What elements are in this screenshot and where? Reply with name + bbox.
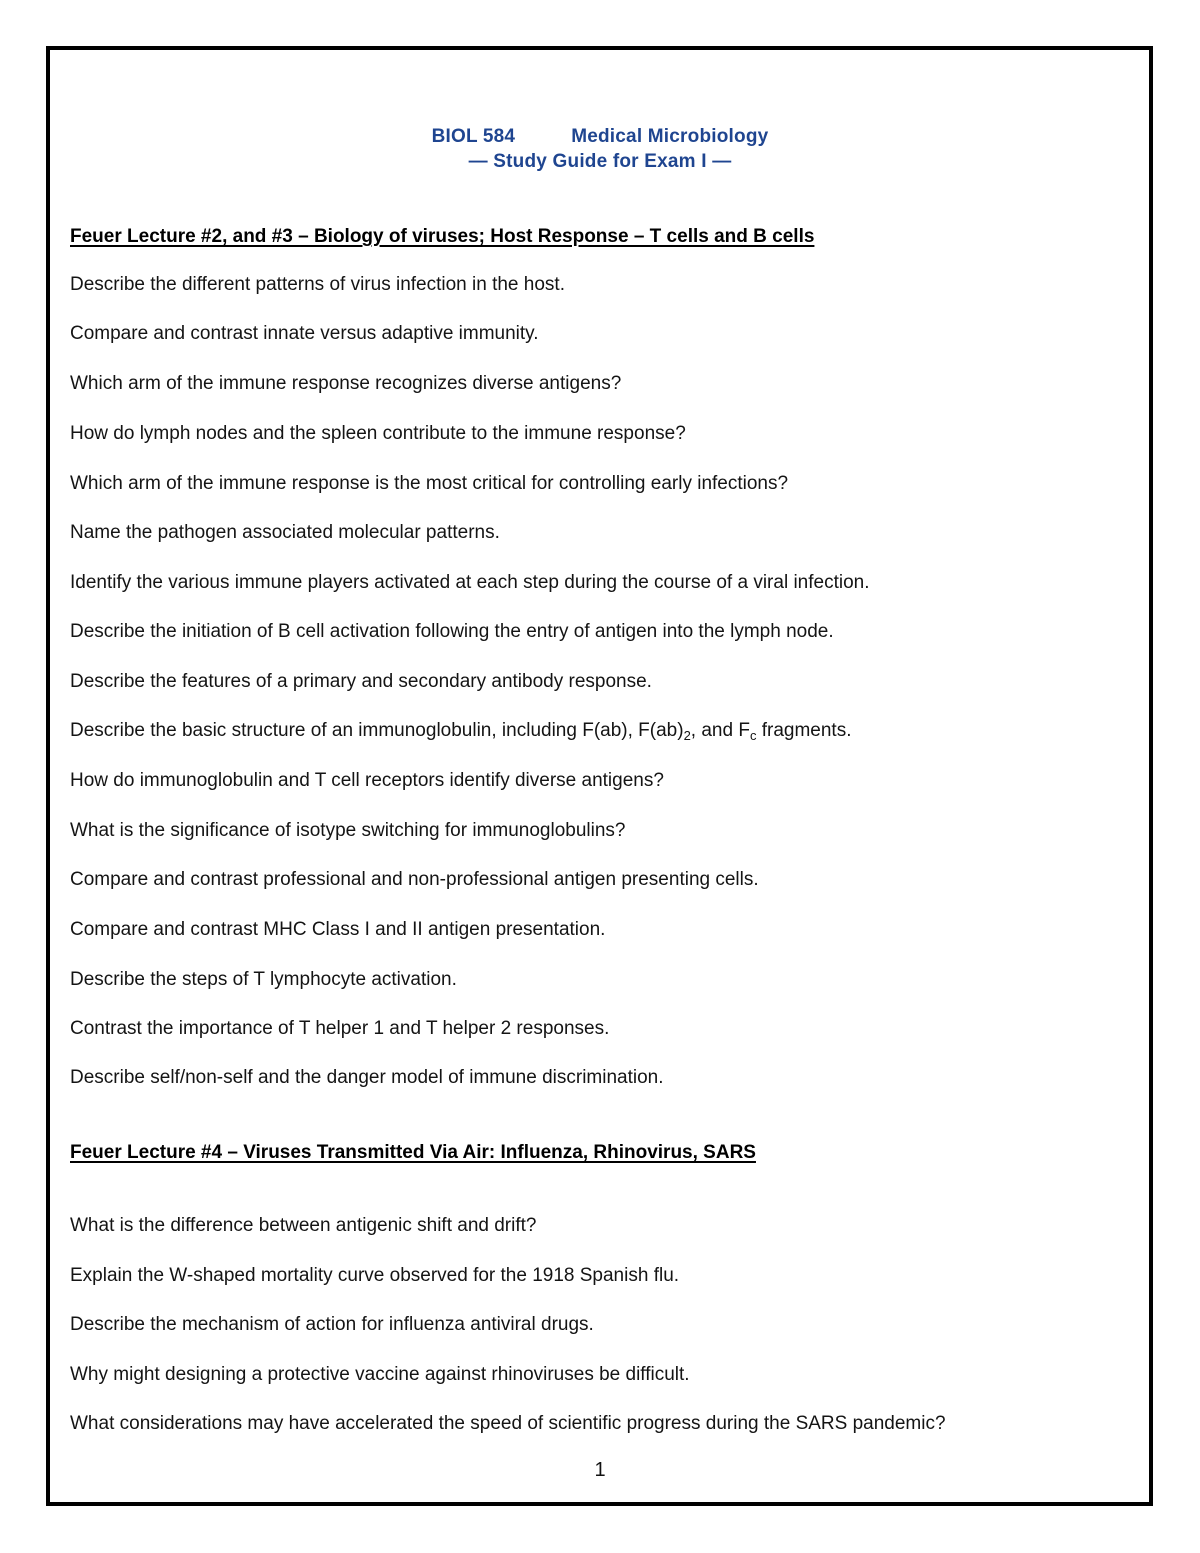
question-item: How do lymph nodes and the spleen contribute to the immune response? [70,423,686,444]
question-text-prefix: Describe the basic structure of an immunoglobulin, including F(ab), F(ab) [70,720,684,741]
question-item: Describe the initiation of B cell activation following the entry of antigen into the lymph node. [70,621,834,642]
page-number: 1 [594,1459,606,1481]
question-item-immunoglobulin-structure [70,719,852,743]
question-item: Contrast the importance of T helper 1 and T helper 2 responses. [70,1018,610,1039]
section-heading-lectures-2-3: Feuer Lecture #2, and #3 – Biology of viruses; Host Response – T cells and B cells [70,226,815,247]
question-text-middle: , and F [690,720,750,741]
question-text-suffix: fragments. [756,720,852,741]
course-code: BIOL 584 [431,126,516,147]
course-name: Medical Microbiology [571,126,769,147]
question-item: Which arm of the immune response recognizes diverse antigens? [70,373,622,394]
question-item: Compare and contrast professional and non-professional antigen presenting cells. [70,869,759,890]
question-item: Describe the steps of T lymphocyte activation. [70,969,457,990]
question-item: What is the significance of isotype switching for immunoglobulins? [70,820,626,841]
subscript-c: c [749,728,757,743]
document-subtitle: — Study Guide for Exam I — [468,151,732,172]
question-item: Which arm of the immune response is the most critical for controlling early infections? [70,473,789,494]
question-item: Identify the various immune players activated at each step during the course of a viral infection. [70,572,870,593]
question-item: Describe the different patterns of virus infection in the host. [70,274,565,295]
question-item: How do immunoglobulin and T cell receptors identify diverse antigens? [70,770,664,791]
question-item: Explain the W-shaped mortality curve observed for the 1918 Spanish flu. [70,1265,680,1286]
subscript-2: 2 [683,728,691,743]
question-item: What considerations may have accelerated the speed of scientific progress during the SARS pandemic? [70,1413,946,1434]
title-line-course [0,124,1200,149]
question-item: Describe the features of a primary and secondary antibody response. [70,671,652,692]
question-item: Describe self/non-self and the danger model of immune discrimination. [70,1067,664,1088]
question-item: Why might designing a protective vaccine against rhinoviruses be difficult. [70,1364,690,1385]
question-item: Compare and contrast MHC Class I and II antigen presentation. [70,919,606,940]
question-item: Describe the mechanism of action for influenza antiviral drugs. [70,1314,594,1335]
question-item: What is the difference between antigenic shift and drift? [70,1215,537,1236]
question-item: Compare and contrast innate versus adaptive immunity. [70,323,539,344]
section-heading-lecture-4: Feuer Lecture #4 – Viruses Transmitted Via Air: Influenza, Rhinovirus, SARS [70,1142,756,1163]
document-title [0,124,1200,174]
question-item: Name the pathogen associated molecular patterns. [70,522,500,543]
